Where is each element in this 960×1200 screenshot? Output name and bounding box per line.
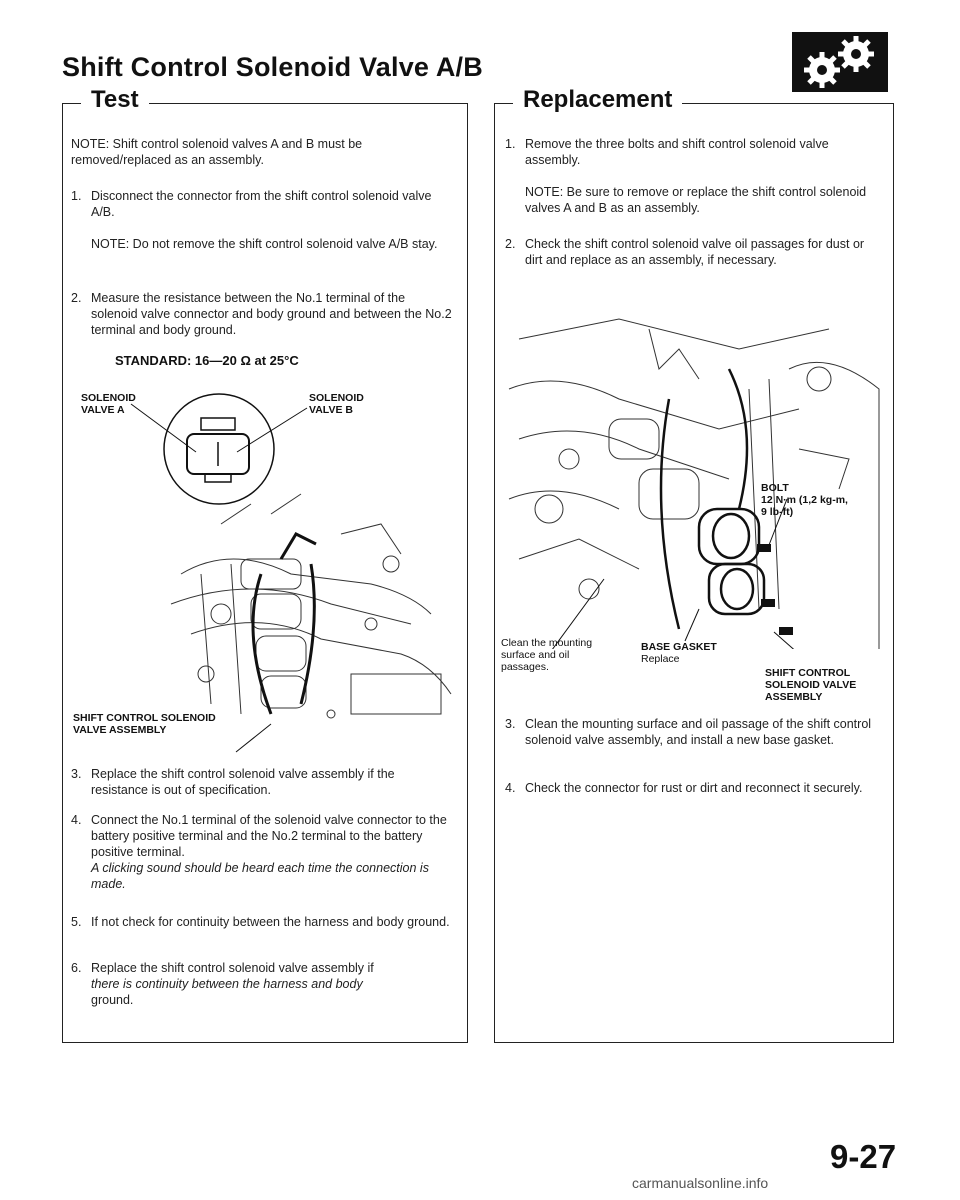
step-text: If not check for continuity between the harness and body ground. (91, 915, 450, 929)
gears-icon (790, 30, 890, 94)
step-text-italic: there is continuity between the harness and body (91, 977, 363, 991)
replacement-step-4 (505, 780, 881, 814)
resistance-standard: STANDARD: 16—20 Ω at 25°C (115, 353, 299, 368)
step-text: Disconnect the connector from the shift control solenoid valve A/B. (91, 189, 432, 219)
step-number: 5. (71, 915, 82, 929)
page-title: Shift Control Solenoid Valve A/B (62, 52, 483, 82)
step-number: 1. (71, 189, 82, 203)
step-text-end: ground. (91, 993, 134, 1007)
test-step-4 (71, 812, 453, 896)
step-number: 4. (505, 781, 516, 795)
test-step-1-note: NOTE: Do not remove the shift control solenoid valve A/B stay. (91, 237, 438, 251)
test-step-5 (71, 914, 453, 948)
step-text: Clean the mounting surface and oil passage of the shift control solenoid valve assembly, and install a new base gasket. (525, 717, 872, 747)
step-text: Replace the shift control solenoid valve assembly if the resistance is out of specification. (91, 767, 395, 797)
page-number: 9-27 (830, 1138, 897, 1175)
label-base-gasket-replace: Replace (641, 653, 680, 665)
replacement-panel (494, 86, 894, 1043)
step-text-block (91, 812, 453, 892)
label-assembly: SHIFT CONTROL SOLENOID VALVE ASSEMBLY (73, 712, 216, 736)
test-heading: Test (81, 86, 149, 114)
step-text: Check the shift control solenoid valve oil passages for dust or dirt and replace as an assembly, if necessary. (525, 237, 865, 267)
test-panel (62, 86, 468, 1043)
step-text-block (91, 960, 453, 1008)
step-text: Measure the resistance between the No.1 terminal of the solenoid valve connector and body ground and between the No.2 terminal and body ground. (91, 291, 452, 337)
test-step-2 (71, 290, 453, 342)
step-number: 1. (505, 137, 516, 151)
solenoid-connector-figure (71, 374, 461, 754)
replacement-step-1 (505, 136, 881, 170)
test-step-3 (71, 766, 453, 800)
label-solenoid-valve-a: SOLENOID VALVE A (81, 392, 136, 416)
watermark: carmanualsonline.info (632, 1175, 769, 1191)
test-intro-note: NOTE: Shift control solenoid valves A and B must be removed/replaced as an assembly. (71, 137, 363, 167)
label-clean-mounting: Clean the mounting surface and oil passages. (501, 637, 593, 673)
replacement-heading: Replacement (513, 86, 682, 114)
label-bolt-torque-2: 9 lb-ft) (761, 506, 794, 518)
replacement-step-2 (505, 236, 881, 288)
step-text: Replace the shift control solenoid valve assembly if (91, 961, 374, 975)
step-number: 6. (71, 961, 82, 975)
label-solenoid-valve-b: SOLENOID VALVE B (309, 392, 364, 416)
step-number: 4. (71, 813, 82, 827)
step-number: 2. (505, 237, 516, 251)
step-text: Connect the No.1 terminal of the solenoid valve connector to the battery positive terminal and the No.2 terminal to the battery positive terminal. (91, 813, 447, 859)
replacement-step-1-note: NOTE: Be sure to remove or replace the shift control solenoid valves A and B as an assembly. (525, 185, 867, 215)
label-base-gasket: BASE GASKET (641, 641, 717, 653)
step-text: Remove the three bolts and shift control solenoid valve assembly. (525, 137, 829, 167)
label-assembly: SHIFT CONTROL SOLENOID VALVE ASSEMBLY (765, 667, 857, 703)
step-number: 3. (71, 767, 82, 781)
label-bolt-torque-1: 12 N·m (1,2 kg-m, (761, 494, 848, 506)
test-step-1 (71, 188, 451, 222)
step-number: 3. (505, 717, 516, 731)
step-text-italic: A clicking sound should be heard each time the connection is made. (91, 861, 429, 891)
replacement-step-3 (505, 716, 881, 768)
test-step-6 (71, 960, 453, 1010)
label-bolt: BOLT (761, 482, 789, 494)
step-number: 2. (71, 291, 82, 305)
valve-assembly-figure (499, 309, 889, 649)
step-text: Check the connector for rust or dirt and reconnect it securely. (525, 781, 863, 795)
